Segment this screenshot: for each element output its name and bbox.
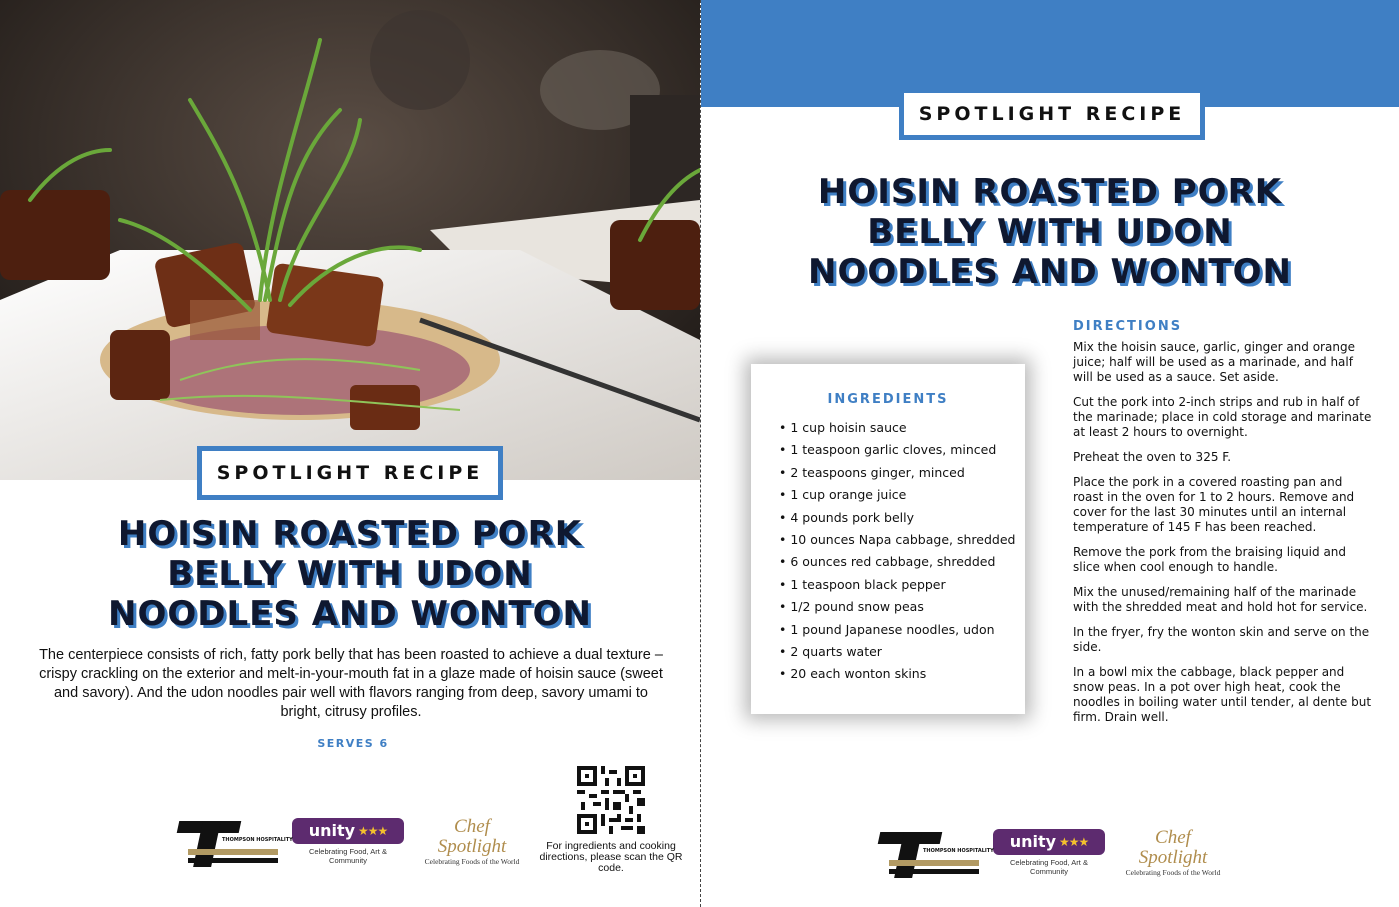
ingredient-item: • 20 each wonton skins — [779, 666, 927, 682]
pork-belly-photo — [0, 0, 700, 480]
ingredient-item: • 4 pounds pork belly — [779, 509, 915, 525]
ingredient-item: • 6 ounces red cabbage, shredded — [779, 554, 996, 570]
direction-step: Cut the pork into 2-inch strips and rub in half of the marinade; place in cold storage and marinate at least 2 hours to overnight. — [1073, 395, 1372, 439]
direction-step: Mix the unused/remaining half of the marinade with the shredded meat and hold hot for service. — [1073, 585, 1368, 614]
thompson-hospitality-logo: THOMPSON HOSPITALITY — [178, 815, 278, 867]
food-photo-illustration — [0, 0, 700, 480]
ingredient-item: • 1 teaspoon black pepper — [779, 576, 946, 592]
direction-step: Preheat the oven to 325 F. — [1073, 450, 1232, 464]
sponsor-logos — [178, 815, 524, 867]
thompson-hospitality-logo: THOMPSON HOSPITALITY — [879, 826, 979, 878]
ingredient-item: • 10 ounces Napa cabbage, shredded — [779, 532, 1016, 548]
ingredient-item: • 1/2 pound snow peas — [779, 599, 924, 615]
ingredients-list — [779, 417, 1015, 686]
direction-step: Remove the pork from the braising liquid and slice when cool enough to handle. — [1073, 545, 1347, 574]
title-line-3: NOODLES AND WONTON — [808, 252, 1292, 292]
ingredient-item: • 1 cup orange juice — [779, 487, 907, 503]
spotlight-recipe-badge: SPOTLIGHT RECIPE — [197, 446, 503, 500]
directions-section — [1073, 319, 1373, 735]
recipe-description: The centerpiece consists of rich, fatty pork belly that has been roasted to achieve a dual texture – crispy crackling on the exterior and melt-in-your-mouth fat in a glaze made of hoisin sauce (sweet and savory). And the udon noodles pair well with flavors ranging from deep, savory umami to bright, citrusy profiles. — [39, 647, 663, 720]
ingredient-item: • 2 teaspoons ginger, minced — [779, 464, 965, 480]
recipe-title-right — [760, 172, 1340, 292]
title-line-1: HOISIN ROASTED PORK — [117, 514, 583, 554]
direction-step: In the fryer, fry the wonton skin and serve on the side. — [1073, 625, 1370, 654]
ingredient-item: • 2 quarts water — [779, 644, 882, 660]
ingredients-heading: INGREDIENTS — [827, 392, 949, 407]
ingredient-item: • 1 cup hoisin sauce — [779, 420, 907, 435]
direction-step: Place the pork in a covered roasting pan and roast in the oven for 1 to 2 hours. Remove and cover for the last 30 minutes until an internal temperature of 145 F has been reached. — [1073, 475, 1355, 534]
direction-step: Mix the hoisin sauce, garlic, ginger and orange juice; half will be used as a marinade, and half will be used as a sauce. Set aside. — [1073, 340, 1355, 384]
chef-spotlight-logo: Chef Spotlight Celebrating Foods of the World — [1125, 826, 1221, 877]
title-line-1: HOISIN ROASTED PORK — [817, 172, 1283, 212]
ingredient-item: • 1 teaspoon garlic cloves, minced — [779, 442, 997, 458]
spotlight-recipe-badge-right: SPOTLIGHT RECIPE — [899, 88, 1205, 140]
qr-instructions: For ingredients and cooking directions, please scan the QR code. — [539, 840, 683, 874]
serves-count: SERVES 6 — [317, 737, 389, 750]
fold-divider — [700, 0, 701, 907]
recipe-title — [60, 514, 640, 634]
ingredient-item: • 1 pound Japanese noodles, udon — [779, 621, 995, 637]
ingredients-card — [751, 364, 1025, 714]
chef-spotlight-logo: Chef Spotlight Celebrating Foods of the World — [424, 815, 520, 866]
qr-code-block — [538, 766, 684, 874]
title-line-3: NOODLES AND WONTON — [108, 594, 592, 634]
sponsor-logos-right — [879, 826, 1225, 878]
unity-logo: unity ★★★ Celebrating Food, Art & Community — [993, 829, 1105, 876]
qr-code-icon[interactable] — [577, 766, 645, 834]
title-line-2: BELLY WITH UDON — [167, 554, 533, 594]
direction-step: In a bowl mix the cabbage, black pepper and snow peas. In a pot over high heat, cook the noodles in boiling water until tender, al dente but firm. Drain well. — [1073, 665, 1372, 724]
unity-logo: unity ★★★ Celebrating Food, Art & Community — [292, 818, 404, 865]
title-line-2: BELLY WITH UDON — [867, 212, 1233, 252]
directions-heading: DIRECTIONS — [1073, 319, 1183, 334]
